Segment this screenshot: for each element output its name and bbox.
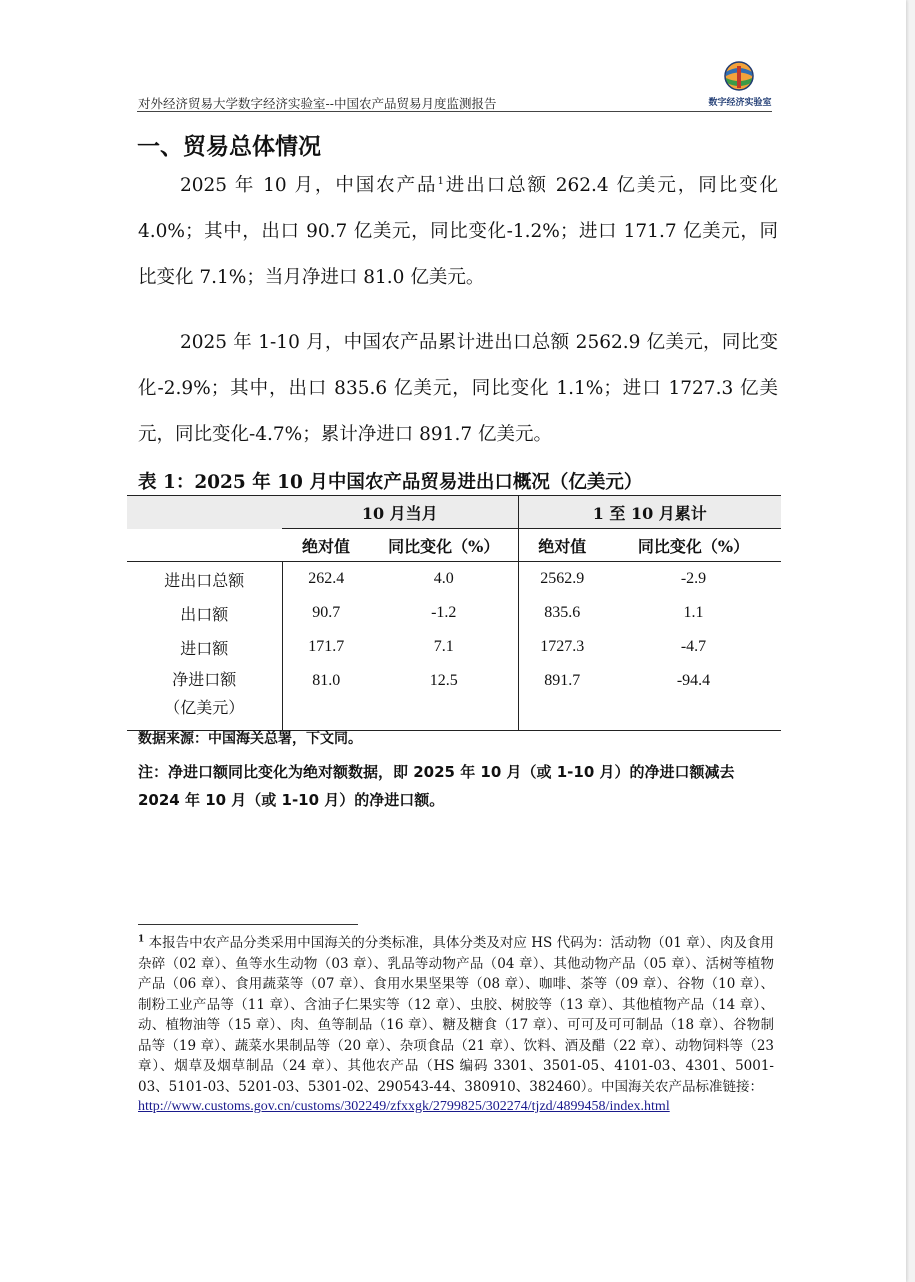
footnote-text: 本报告中农产品分类采用中国海关的分类标准，具体分类及对应 HS 代码为：活动物（01 章）、肉及食用杂碎（02 章）、鱼等水生动物（03 章）、乳品等动物产品（04 章）、其他动物产品（05 章）、活树等植物产品（06 章）、食用蔬菜等（07 章）、食用水果坚果等（08 章）、咖啡、茶等（09 章）、谷物（10 章）、制粉工业产品等（11 章）、含油子仁果实等（12 章）、虫胶、树胶等（13 章）、其他植物产品（14 章）、动、植物油等（15 章）、肉、鱼等制品（16 章）、糖及糖食（17 章）、可可及可可制品（18 章）、谷物制品等（19 章）、蔬菜水果制品等（20 章）、杂项食品（21 章）、饮料、酒及醋（22 章）、动物饲料等（23 章）、烟草及烟草制品（24 章）、其他农产品（HS 编码 3301、3501-05、4101-03、4301、5001-03、5101-03、5201-03、5301-02、290543-44、380910、382460）。中国海关农产品标准链接： [138, 935, 774, 1095]
table-note: 注：净进口额同比变化为绝对额数据，即 2025 年 10 月（或 1-10 月）的净进口额减去 2024 年 10 月（或 1-10 月）的净进口额。 [138, 763, 735, 809]
row-label [127, 664, 282, 731]
row-label: 进出口总额 [164, 570, 245, 590]
footnote-marker: 1 [138, 934, 145, 945]
column-header: 绝对值 [518, 529, 606, 562]
group-header-month: 10 月当月 [282, 496, 518, 529]
paragraph-cumulative: 2025 年 1-10 月，中国农产品累计进出口总额 2562.9 亿美元，同比变化-2.9%；其中，出口 835.6 亿美元，同比变化 1.1%；进口 1727.3 亿美元，同比变化-4.7%；累计净进口 891.7 亿美元。 [138, 332, 778, 445]
table-corner-cell [127, 529, 282, 562]
paragraph-monthly-lead: 2025 年 10 月，中国农产品 [180, 175, 438, 196]
table-cell: -1.2 [431, 604, 457, 621]
table-cell: 12.5 [370, 664, 518, 731]
table-cell: 2562.9 [518, 562, 606, 597]
table-cell: 171.7 [282, 630, 370, 664]
paragraph-monthly-body: 进出口总额 262.4 亿美元，同比变化 4.0%；其中，出口 90.7 亿美元，同比变化-1.2%；进口 171.7 亿美元，同比变化 7.1%；当月净进口 81.0 亿美元。 [138, 175, 779, 288]
footnote-divider [138, 924, 358, 925]
table-cell: 4.0 [433, 570, 454, 587]
table-corner-cell [127, 496, 282, 529]
table-caption: 表 1：2025 年 10 月中国农产品贸易进出口概况（亿美元） [138, 472, 643, 493]
table-row [127, 664, 781, 731]
table-row [127, 562, 781, 597]
column-header: 同比变化（%） [606, 529, 781, 562]
table-cell: 7.1 [433, 638, 454, 655]
running-header: 对外经济贸易大学数字经济实验室--中国农产品贸易月度监测报告 [138, 96, 497, 111]
footnote-ref[interactable]: 1 [437, 175, 444, 187]
table-cell: 90.7 [282, 596, 370, 630]
table-cell: -2.9 [680, 570, 707, 587]
globe-logo-icon [716, 60, 762, 94]
table-cell: 891.7 [518, 664, 606, 731]
row-label: 进口额 [180, 638, 229, 658]
table-group-header-row [127, 496, 781, 529]
data-source: 数据来源：中国海关总署，下文同。 [138, 731, 362, 747]
table-cell: 1.1 [683, 604, 704, 621]
group-header-cumulative: 1 至 10 月累计 [518, 496, 781, 529]
table-row [127, 596, 781, 630]
table-cell: 1727.3 [518, 630, 606, 664]
table-row [127, 630, 781, 664]
row-label-line2: （亿美元） [164, 698, 245, 717]
table-cell: 262.4 [282, 562, 370, 597]
column-header: 同比变化（%） [370, 529, 518, 562]
lab-logo [700, 60, 780, 110]
footnote-link[interactable]: http://www.customs.gov.cn/customs/302249/zfxxgk/2799825/302274/tjzd/4899458/index.html [138, 1099, 670, 1114]
header-divider [137, 111, 772, 112]
row-label: 出口额 [180, 604, 229, 624]
table-cell: -94.4 [606, 664, 781, 731]
table-cell: 835.6 [518, 596, 606, 630]
paragraph-monthly [138, 163, 778, 301]
table-cell: 81.0 [282, 664, 370, 731]
column-header: 绝对值 [282, 529, 370, 562]
section-title: 一、贸易总体情况 [137, 134, 321, 160]
table-sub-header-row [127, 529, 781, 562]
logo-text: 数字经济实验室 [708, 98, 772, 108]
trade-summary-table [127, 495, 781, 731]
footnote [138, 933, 774, 1118]
table-cell: -4.7 [680, 638, 707, 655]
row-label-line1: 净进口额 [172, 670, 237, 689]
